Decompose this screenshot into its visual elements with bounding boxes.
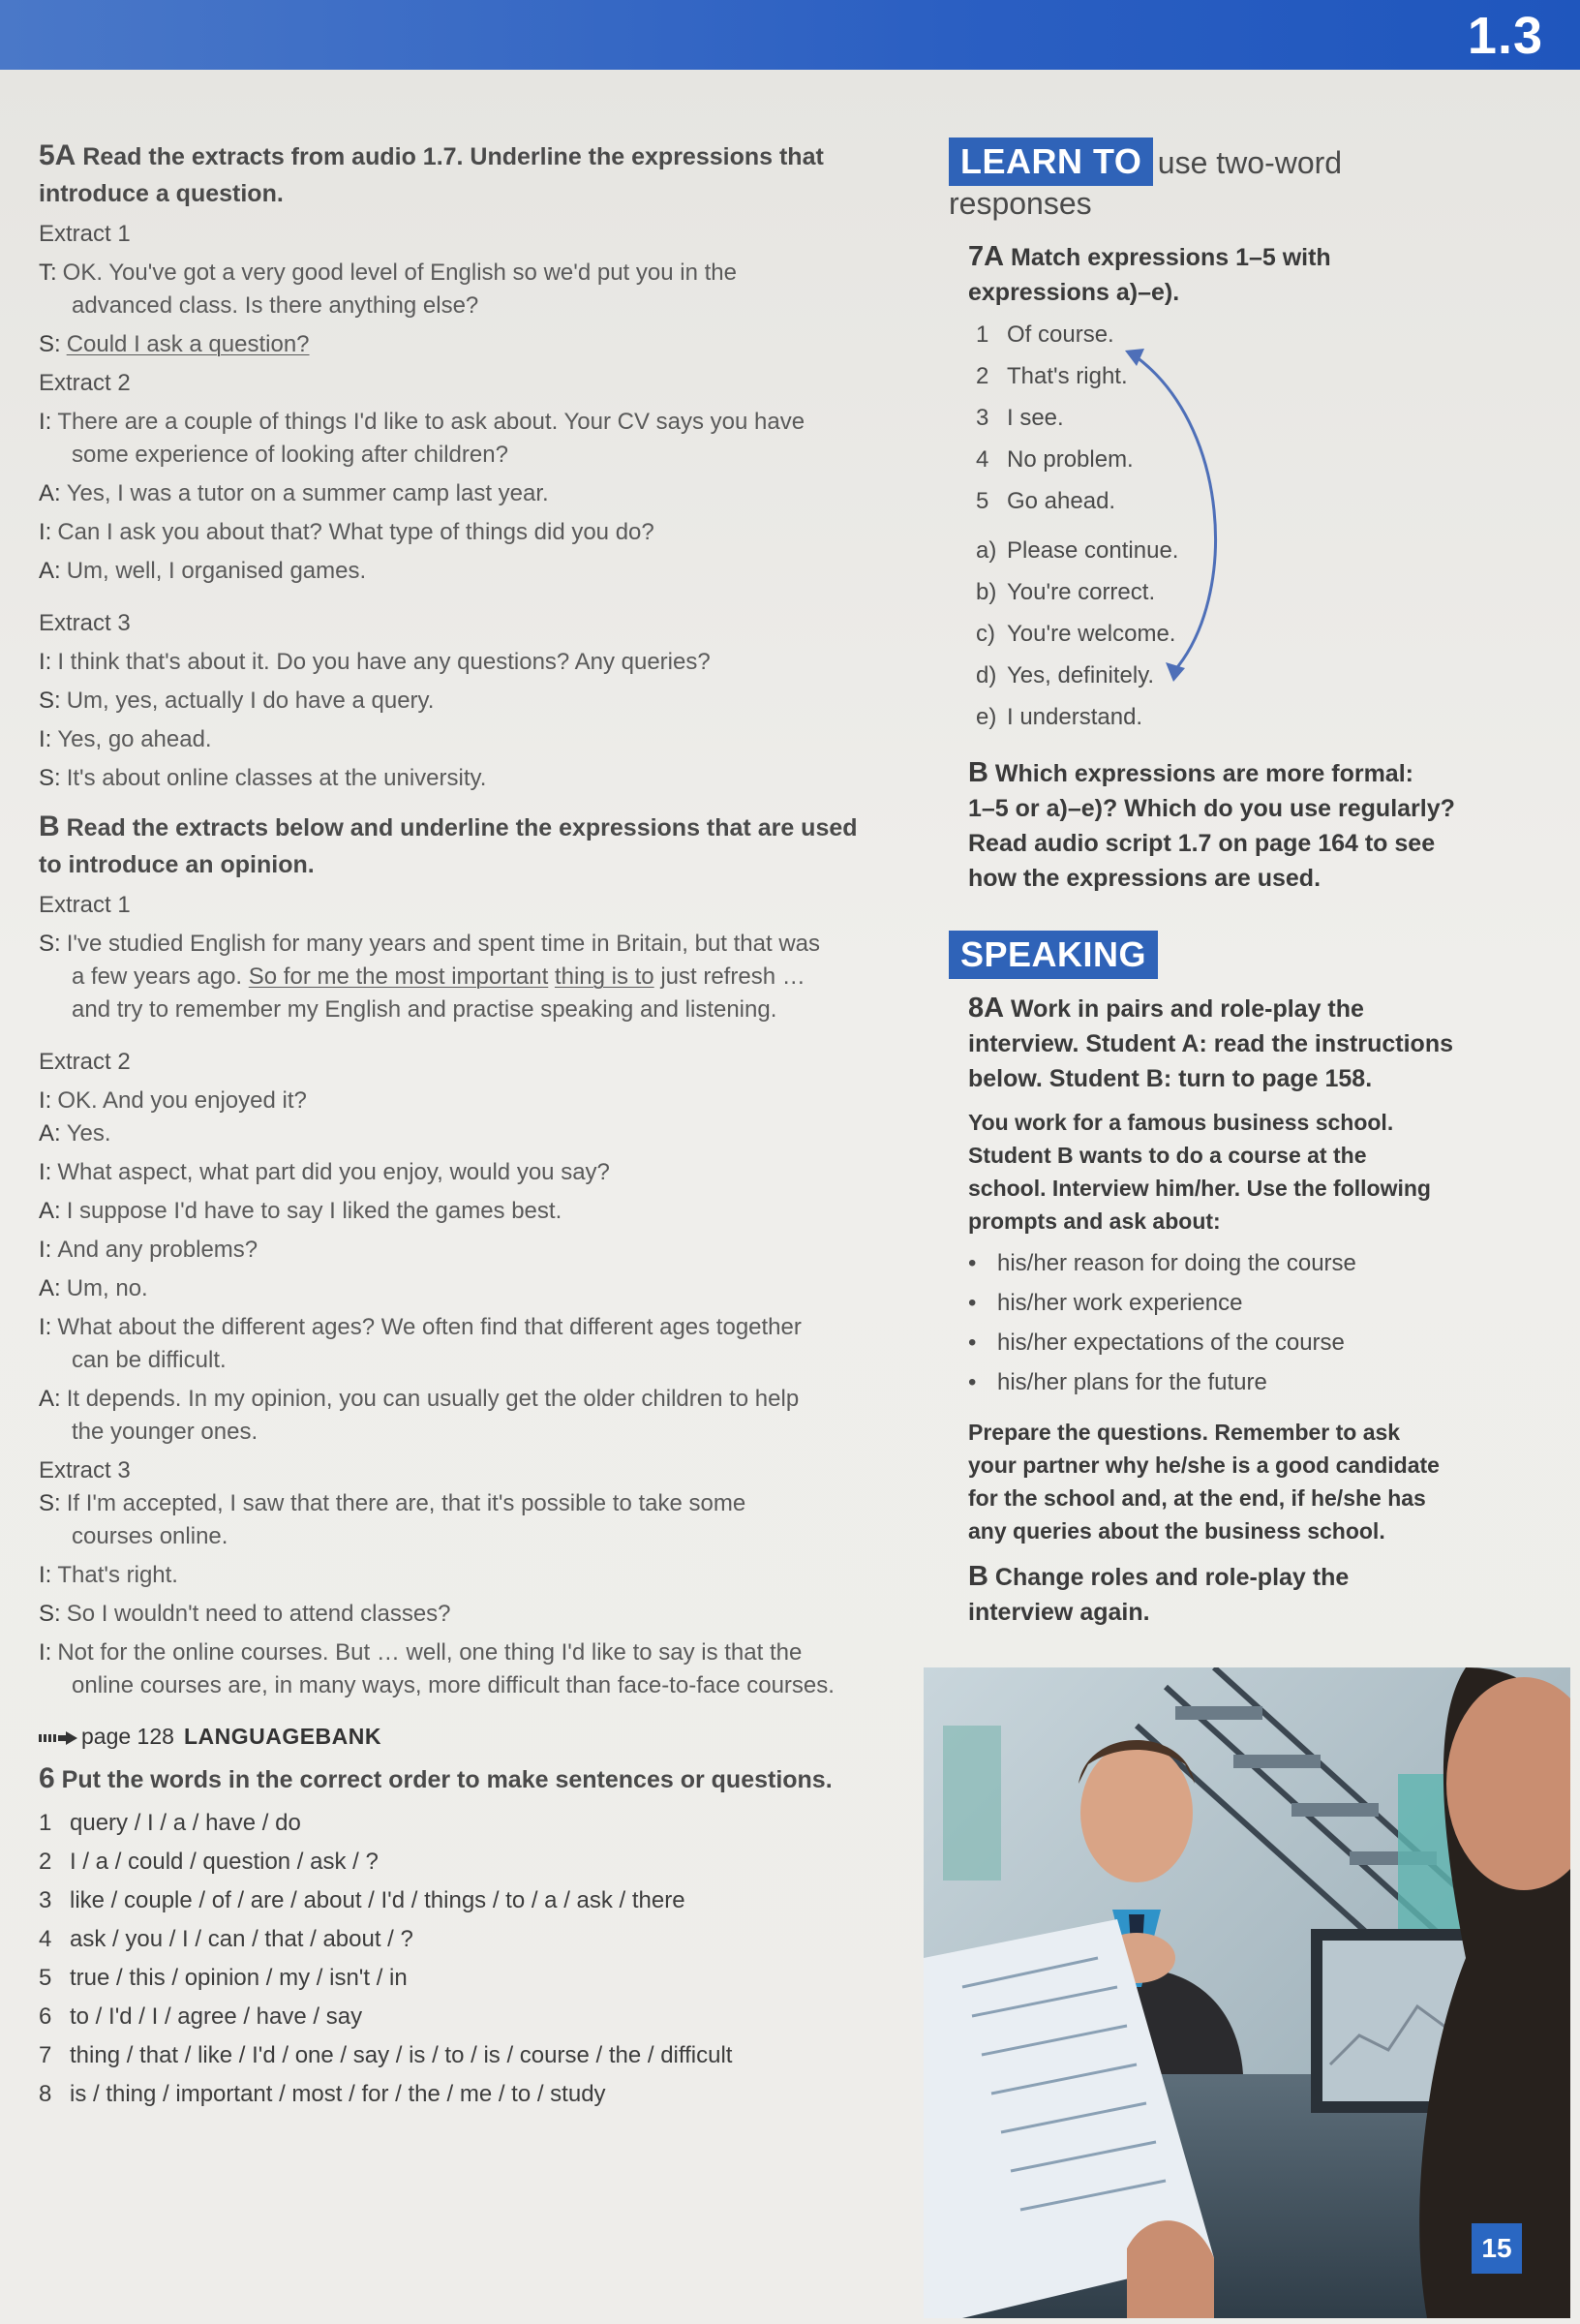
ex8b-line: Change roles and role-play the [994,1564,1350,1591]
ex5a-instruction-a: Read the extracts from audio 1.7. Underline the expressions that [82,143,824,170]
line-text: What about the different ages? We often find that different ages together [57,1314,802,1340]
list-item: b) You're correct. [976,579,1156,605]
ex8a-number: 8A [968,993,1005,1024]
list-item: 5 Go ahead. [976,488,1116,514]
ex7b-line: Which expressions are more formal: [994,760,1413,787]
extract-title: Extract 3 [39,610,131,636]
line-text: Um, yes, actually I do have a query. [66,688,435,714]
speaker: A: [39,1386,61,1412]
dialogue-line [39,1559,891,1592]
speaker: S: [39,331,61,357]
line-text: OK. You've got a very good level of English so we'd put you in the [62,260,737,286]
ex6-heading [39,1760,891,1798]
dialogue-line [39,646,891,679]
list-item: e) I understand. [976,704,1143,730]
dialogue-line [39,477,891,510]
bullet-item: • his/her reason for doing the course [968,1250,1356,1276]
line-text: So I wouldn't need to attend classes? [66,1601,451,1627]
line-text: Um, well, I organised games. [66,558,367,584]
unit-number: 1.3 [1467,7,1543,65]
list-item: 8 is / thing / important / most / for / the / me / to / study [39,2081,606,2107]
dialogue-line [39,555,891,588]
dialogue-line [39,762,891,795]
dialogue-line [39,685,891,718]
line-continuation: the younger ones. [72,1419,258,1445]
line-text: just refresh … [660,963,805,990]
speaker: I: [39,649,52,675]
speaker: I: [39,1237,52,1263]
line-text: And any problems? [57,1237,258,1263]
dialogue-line [39,1598,891,1631]
dialogue-line [39,328,891,361]
line-text: If I'm accepted, I saw that there are, that it's possible to take some [66,1490,746,1516]
line-text: It's about online classes at the university. [66,765,487,791]
line-text: Um, no. [66,1275,148,1301]
speaker: S: [39,765,61,791]
ex7b-block [968,755,1491,896]
prepare-line: for the school and, at the end, if he/she has [968,1485,1426,1511]
dialogue-line [39,1311,891,1377]
learn-to-rest: use two-word [1157,145,1343,180]
prepare-block [968,1416,1491,1547]
list-item: 4 No problem. [976,446,1134,473]
languagebank-page: page 128 [81,1724,174,1749]
ex7b-line: 1–5 or a)–e)? Which do you use regularly? [968,795,1455,822]
list-item: a) Please continue. [976,537,1179,564]
dialogue-line [39,1195,891,1228]
prompt-line: prompts and ask about: [968,1208,1221,1234]
ex6-number: 6 [39,1762,55,1794]
prompt-line: school. Interview him/her. Use the following [968,1176,1431,1201]
line-continuation: and try to remember my English and practise speaking and listening. [72,996,777,1023]
speaker: I: [39,726,52,752]
bullet-item: • his/her expectations of the course [968,1330,1345,1356]
line-continuation: online courses are, in many ways, more difficult than face-to-face courses. [72,1672,835,1698]
line-text: Can I ask you about that? What type of things did you do? [57,519,654,545]
speaker: A: [39,1120,61,1147]
dialogue-line [39,257,891,322]
extract-title: Extract 2 [39,1049,131,1075]
ex5a-number: 5A [39,139,76,171]
prepare-line: Prepare the questions. Remember to ask [968,1420,1401,1445]
line-text: Yes. [66,1120,111,1147]
speaker: A: [39,558,61,584]
speaker: I: [39,1087,52,1114]
extract-title: Extract 3 [39,1457,131,1483]
ex8b-line: interview again. [968,1599,1150,1626]
learn-to-rest-b: responses [949,186,1092,221]
list-item: 4 ask / you / I / can / that / about / ? [39,1926,413,1952]
learn-to-heading [949,138,1491,222]
ex7a-number: 7A [968,241,1005,272]
speaker: S: [39,688,61,714]
dialogue-line [39,1272,891,1305]
dialogue-line [39,1234,891,1267]
ex8a-line: Work in pairs and role-play the [1011,995,1364,1023]
speaker: I: [39,519,52,545]
list-item: 7 thing / that / like / I'd / one / say / is / to / is / course / the / difficult [39,2042,733,2068]
line-text: It depends. In my opinion, you can usually get the older children to help [66,1386,800,1412]
line-continuation: courses online. [72,1523,228,1549]
list-item: 1 Of course. [976,321,1114,348]
list-item: 2 That's right. [976,363,1128,389]
unit-banner [0,0,1580,70]
underlined-line-text: So for me the most important [248,963,549,990]
ex8b-block [968,1559,1491,1630]
ex5a-instruction-b: introduce a question. [39,180,284,207]
ex8a-line: below. Student B: turn to page 158. [968,1065,1373,1092]
extract-title: Extract 1 [39,892,131,918]
speaker: T: [39,260,57,286]
list-item: 1 query / I / a / have / do [39,1810,301,1836]
line-text: I think that's about it. Do you have any questions? Any queries? [57,649,711,675]
dialogue-line [39,1117,891,1150]
dialogue-line [39,406,891,472]
ex5b-number: B [39,810,60,842]
line-text: I suppose I'd have to say I liked the games best. [66,1198,562,1224]
ex6-instruction: Put the words in the correct order to make sentences or questions. [61,1766,833,1793]
speaker: I: [39,409,52,435]
speaker: S: [39,931,61,957]
ex7b-number: B [968,757,988,788]
dialogue-line [39,1085,891,1117]
ex7a-heading [968,239,1491,310]
extract-title: Extract 2 [39,370,131,396]
line-continuation [39,961,891,994]
ex6-list [39,1804,891,2114]
ex5a-heading [39,138,891,212]
speaker: I: [39,1314,52,1340]
dialogue-line [39,1636,891,1702]
ex7b-line: how the expressions are used. [968,865,1322,892]
line-continuation: some experience of looking after children? [72,442,508,468]
speaker: S: [39,1601,61,1627]
line-continuation: advanced class. Is there anything else? [72,292,479,319]
list-item: 6 to / I'd / I / agree / have / say [39,2003,363,2030]
prompt-block [968,1106,1491,1238]
bullet-item: • his/her work experience [968,1290,1243,1316]
arrow-right-icon [39,1731,77,1745]
prompt-line: Student B wants to do a course at the [968,1143,1367,1168]
line-text: There are a couple of things I'd like to ask about. Your CV says you have [57,409,805,435]
dialogue-line [39,516,891,549]
dialogue-line [39,1383,891,1449]
line-text: a few years ago. [72,963,243,990]
list-item: 3 I see. [976,405,1064,431]
dialogue-line [39,928,891,1026]
ex5b-instruction-a: Read the extracts below and underline the expressions that are used [66,814,858,841]
ex5b-heading [39,809,891,883]
list-item: c) You're welcome. [976,621,1176,647]
speaker: A: [39,1198,61,1224]
line-text: Yes, I was a tutor on a summer camp last year. [66,480,549,506]
left-column [39,138,891,2114]
languagebank-link[interactable] [39,1720,891,1753]
prepare-line: your partner why he/she is a good candidate [968,1452,1440,1478]
ex7a-instruction-a: Match expressions 1–5 with [1011,244,1331,271]
page-number: 15 [1472,2223,1522,2274]
line-continuation: can be difficult. [72,1347,227,1373]
speaking-tag: SPEAKING [949,931,1158,979]
dialogue-line [39,723,891,756]
prepare-line: any queries about the business school. [968,1518,1385,1544]
interview-photo-illustration [924,1667,1570,2318]
ex8a-line: interview. Student A: read the instructions [968,1030,1453,1057]
underlined-line-text: Could I ask a question? [66,331,310,357]
ex7b-line: Read audio script 1.7 on page 164 to see [968,830,1436,857]
speaker: I: [39,1562,52,1588]
extract-title: Extract 1 [39,221,131,247]
learn-to-tag: LEARN TO [949,138,1153,186]
dialogue-line [39,1487,891,1553]
list-item: 2 I / a / could / question / ask / ? [39,1849,379,1875]
list-item: d) Yes, definitely. [976,662,1155,688]
bullet-item: • his/her plans for the future [968,1369,1267,1395]
list-item: 3 like / couple / of / are / about / I'd / things / to / a / ask / there [39,1887,685,1913]
ex8b-number: B [968,1561,988,1592]
line-text: Not for the online courses. But … well, one thing I'd like to say is that the [57,1639,803,1666]
languagebank-label: LANGUAGEBANK [183,1724,381,1749]
dialogue-line [39,1156,891,1189]
underlined-line-text: thing is to [554,963,654,990]
prompt-bullets [968,1243,1491,1402]
line-text: That's right. [57,1562,178,1588]
ex5b-instruction-b: to introduce an opinion. [39,851,315,878]
matching-arrow [1123,345,1239,693]
list-item: 5 true / this / opinion / my / isn't / in [39,1965,408,1991]
speaker: I: [39,1159,52,1185]
line-text: I've studied English for many years and spent time in Britain, but that was [66,931,820,957]
speaker: A: [39,480,61,506]
line-text: Yes, go ahead. [57,726,212,752]
ex7a-instruction-b: expressions a)–e). [968,279,1180,306]
speaker: A: [39,1275,61,1301]
speaker: I: [39,1639,52,1666]
line-text: What aspect, what part did you enjoy, would you say? [57,1159,610,1185]
line-text: OK. And you enjoyed it? [57,1087,307,1114]
ex8a-block [968,991,1491,1096]
speaker: S: [39,1490,61,1516]
interview-photo [924,1667,1570,2318]
speaking-heading [949,931,1491,979]
prompt-line: You work for a famous business school. [968,1110,1394,1135]
